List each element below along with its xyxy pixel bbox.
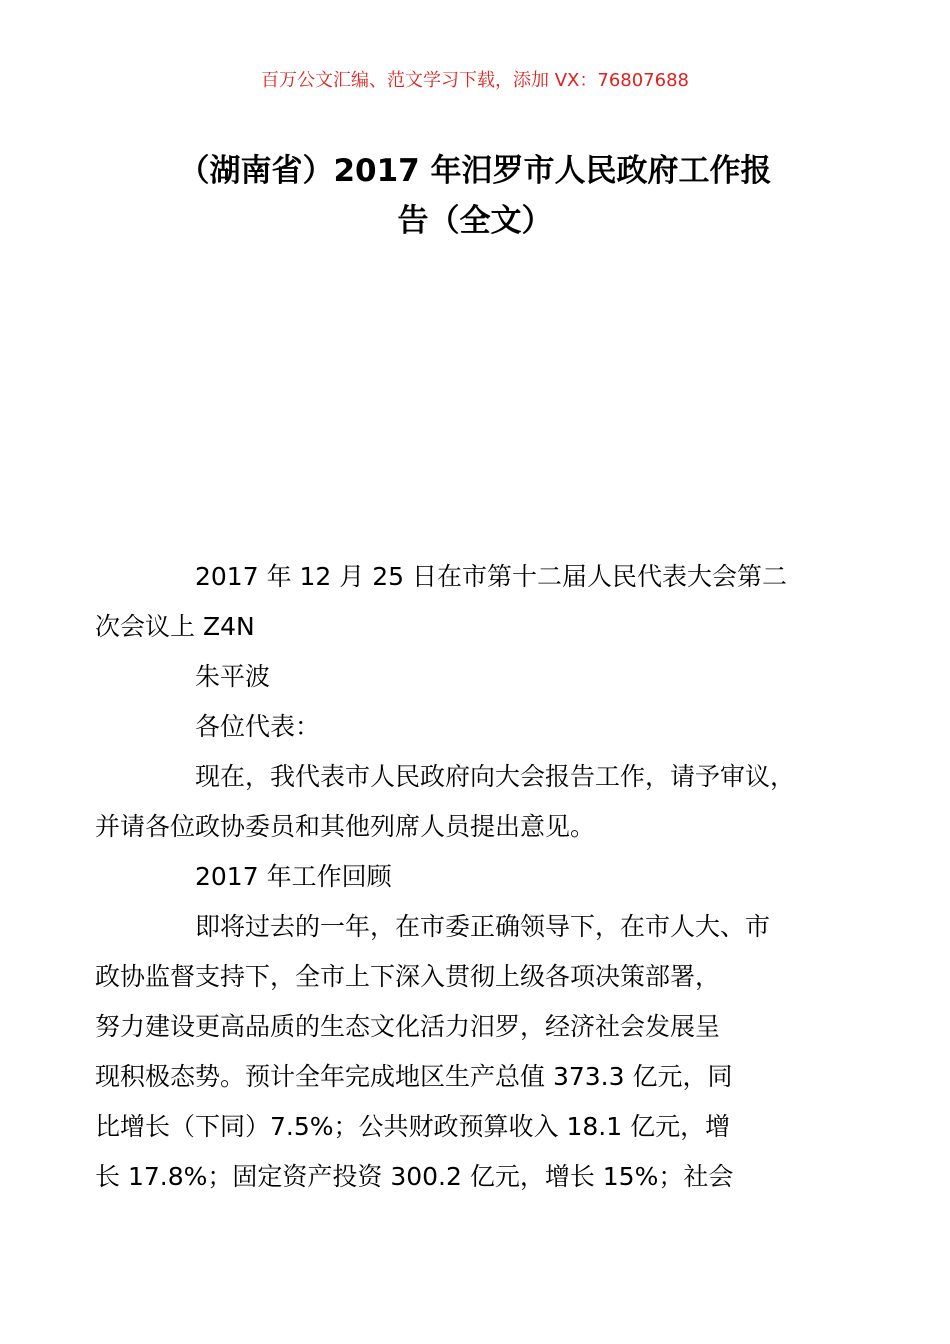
paragraph-line: 努力建设更高品质的生态文化活力汨罗，经济社会发展呈 xyxy=(95,1012,721,1041)
paragraph-line: 长 17.8%；固定资产投资 300.2 亿元，增长 15%；社会 xyxy=(95,1162,734,1191)
document-title-line: 告（全文） xyxy=(397,203,553,239)
paragraph-line: 现在，我代表市人民政府向大会报告工作，请予审议， xyxy=(195,762,796,791)
paragraph-intro xyxy=(95,752,835,852)
document-title-line: （湖南省）2017 年汨罗市人民政府工作报 xyxy=(178,153,772,189)
paragraph-speaker xyxy=(145,652,835,702)
paragraph-line: 2017 年 12 月 25 日在市第十二届人民代表大会第二 xyxy=(195,562,787,591)
document-body xyxy=(95,552,835,1202)
header-note: 百万公文汇编、范文学习下载，添加 VX：76807688 xyxy=(261,70,689,91)
paragraph-line: 即将过去的一年，在市委正确领导下，在市人大、市 xyxy=(195,912,771,941)
section-heading xyxy=(145,852,835,902)
paragraph-line: 各位代表： xyxy=(195,712,321,741)
paragraph-line: 比增长（下同）7.5%；公共财政预算收入 18.1 亿元，增 xyxy=(95,1112,731,1141)
document-title xyxy=(120,146,830,246)
paragraph-meeting-info xyxy=(95,552,835,652)
paragraph-line: 2017 年工作回顾 xyxy=(195,862,392,891)
paragraph-line: 现积极态势。预计全年完成地区生产总值 373.3 亿元，同 xyxy=(95,1062,733,1091)
paragraph-review xyxy=(95,902,835,1202)
paragraph-line: 政协监督支持下，全市上下深入贯彻上级各项决策部署， xyxy=(95,962,721,991)
paragraph-line: 朱平波 xyxy=(195,662,271,691)
paragraph-line: 次会议上 Z4N xyxy=(95,612,255,641)
paragraph-line: 并请各位政协委员和其他列席人员提出意见。 xyxy=(95,812,596,841)
paragraph-salutation xyxy=(145,702,835,752)
